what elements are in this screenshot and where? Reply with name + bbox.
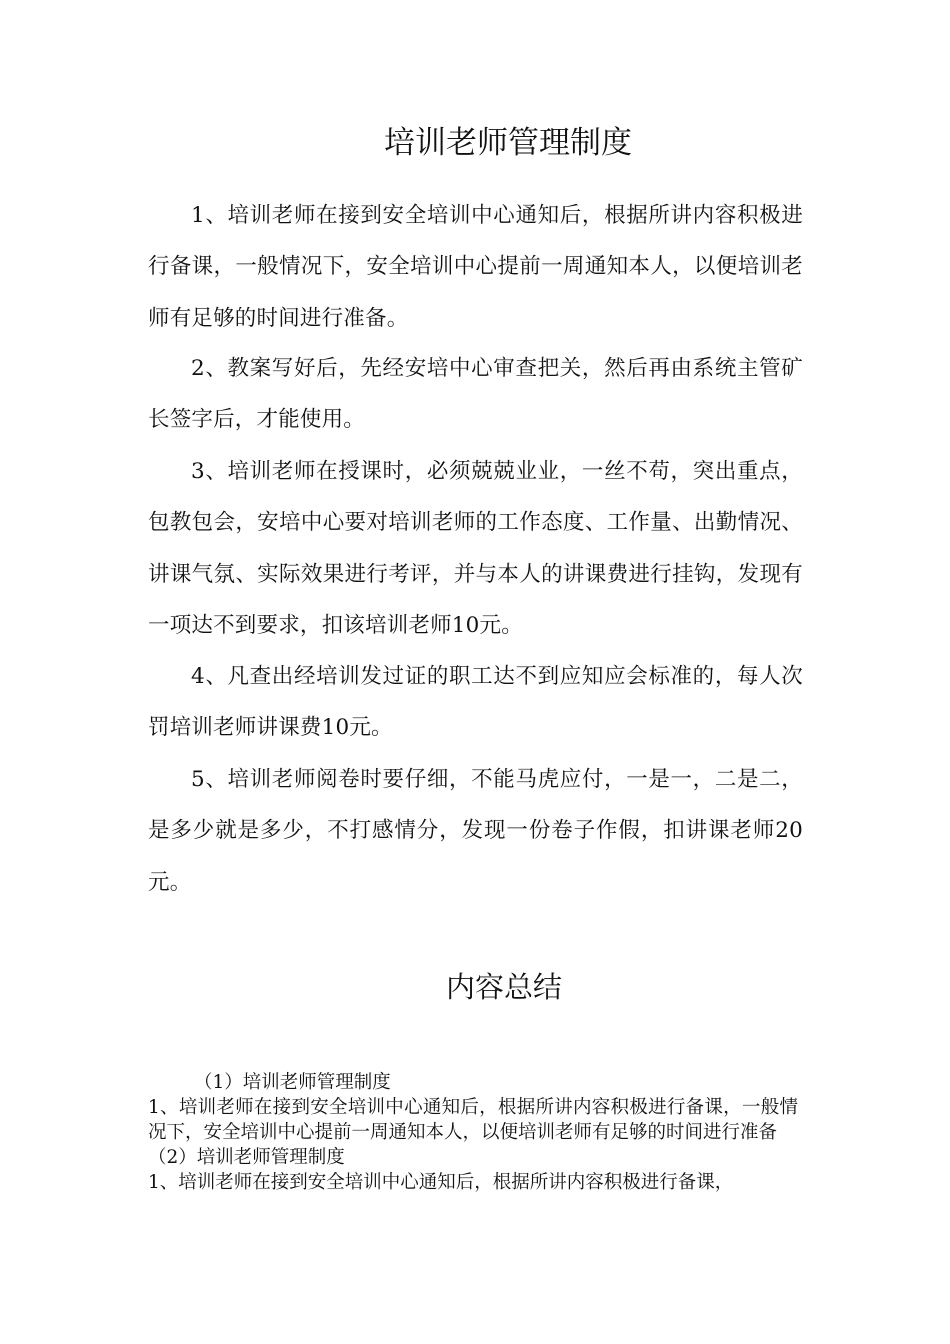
document-title: 培训老师管理制度 bbox=[384, 125, 632, 161]
summary-item-2-body: 1、培训老师在接到安全培训中心通知后，根据所讲内容积极进行备课， bbox=[148, 1172, 734, 1193]
summary-title: 内容总结 bbox=[445, 970, 562, 1004]
rule-paragraph-2: 2、教案写好后，先经安培中心审查把关，然后再由系统主管矿长签字后，才能使用。 bbox=[148, 356, 803, 433]
rule-paragraph-3: 3、培训老师在授课时，必须兢兢业业，一丝不苟，突出重点，包教包会，安培中心要对培训老师的工作态度、工作量、出勤情况、讲课气氛、实际效果进行考评，并与本人的讲课费进行挂钩，发现有一项达不到要求，扣该培训老师10元。 bbox=[148, 459, 803, 638]
summary-section bbox=[148, 1070, 798, 1195]
summary-item-1-body: 1、培训老师在接到安全培训中心通知后，根据所讲内容积极进行备课，一般情况下，安全培训中心提前一周通知本人，以便培训老师有足够的时间进行准备 bbox=[148, 1097, 798, 1143]
rule-paragraph-5: 5、培训老师阅卷时要仔细，不能马虎应付，一是一，二是二，是多少就是多少，不打感情分，发现一份卷子作假，扣讲课老师20元。 bbox=[148, 767, 803, 895]
summary-item-1-heading: （1）培训老师管理制度 bbox=[194, 1072, 391, 1093]
rule-paragraph-1: 1、培训老师在接到安全培训中心通知后，根据所讲内容积极进行备课，一般情况下，安全培训中心提前一周通知本人，以便培训老师有足够的时间进行准备。 bbox=[148, 203, 803, 331]
summary-item-2-heading: （2）培训老师管理制度 bbox=[148, 1147, 345, 1168]
rule-paragraph-4: 4、凡查出经培训发过证的职工达不到应知应会标准的，每人次罚培训老师讲课费10元。 bbox=[148, 664, 803, 741]
